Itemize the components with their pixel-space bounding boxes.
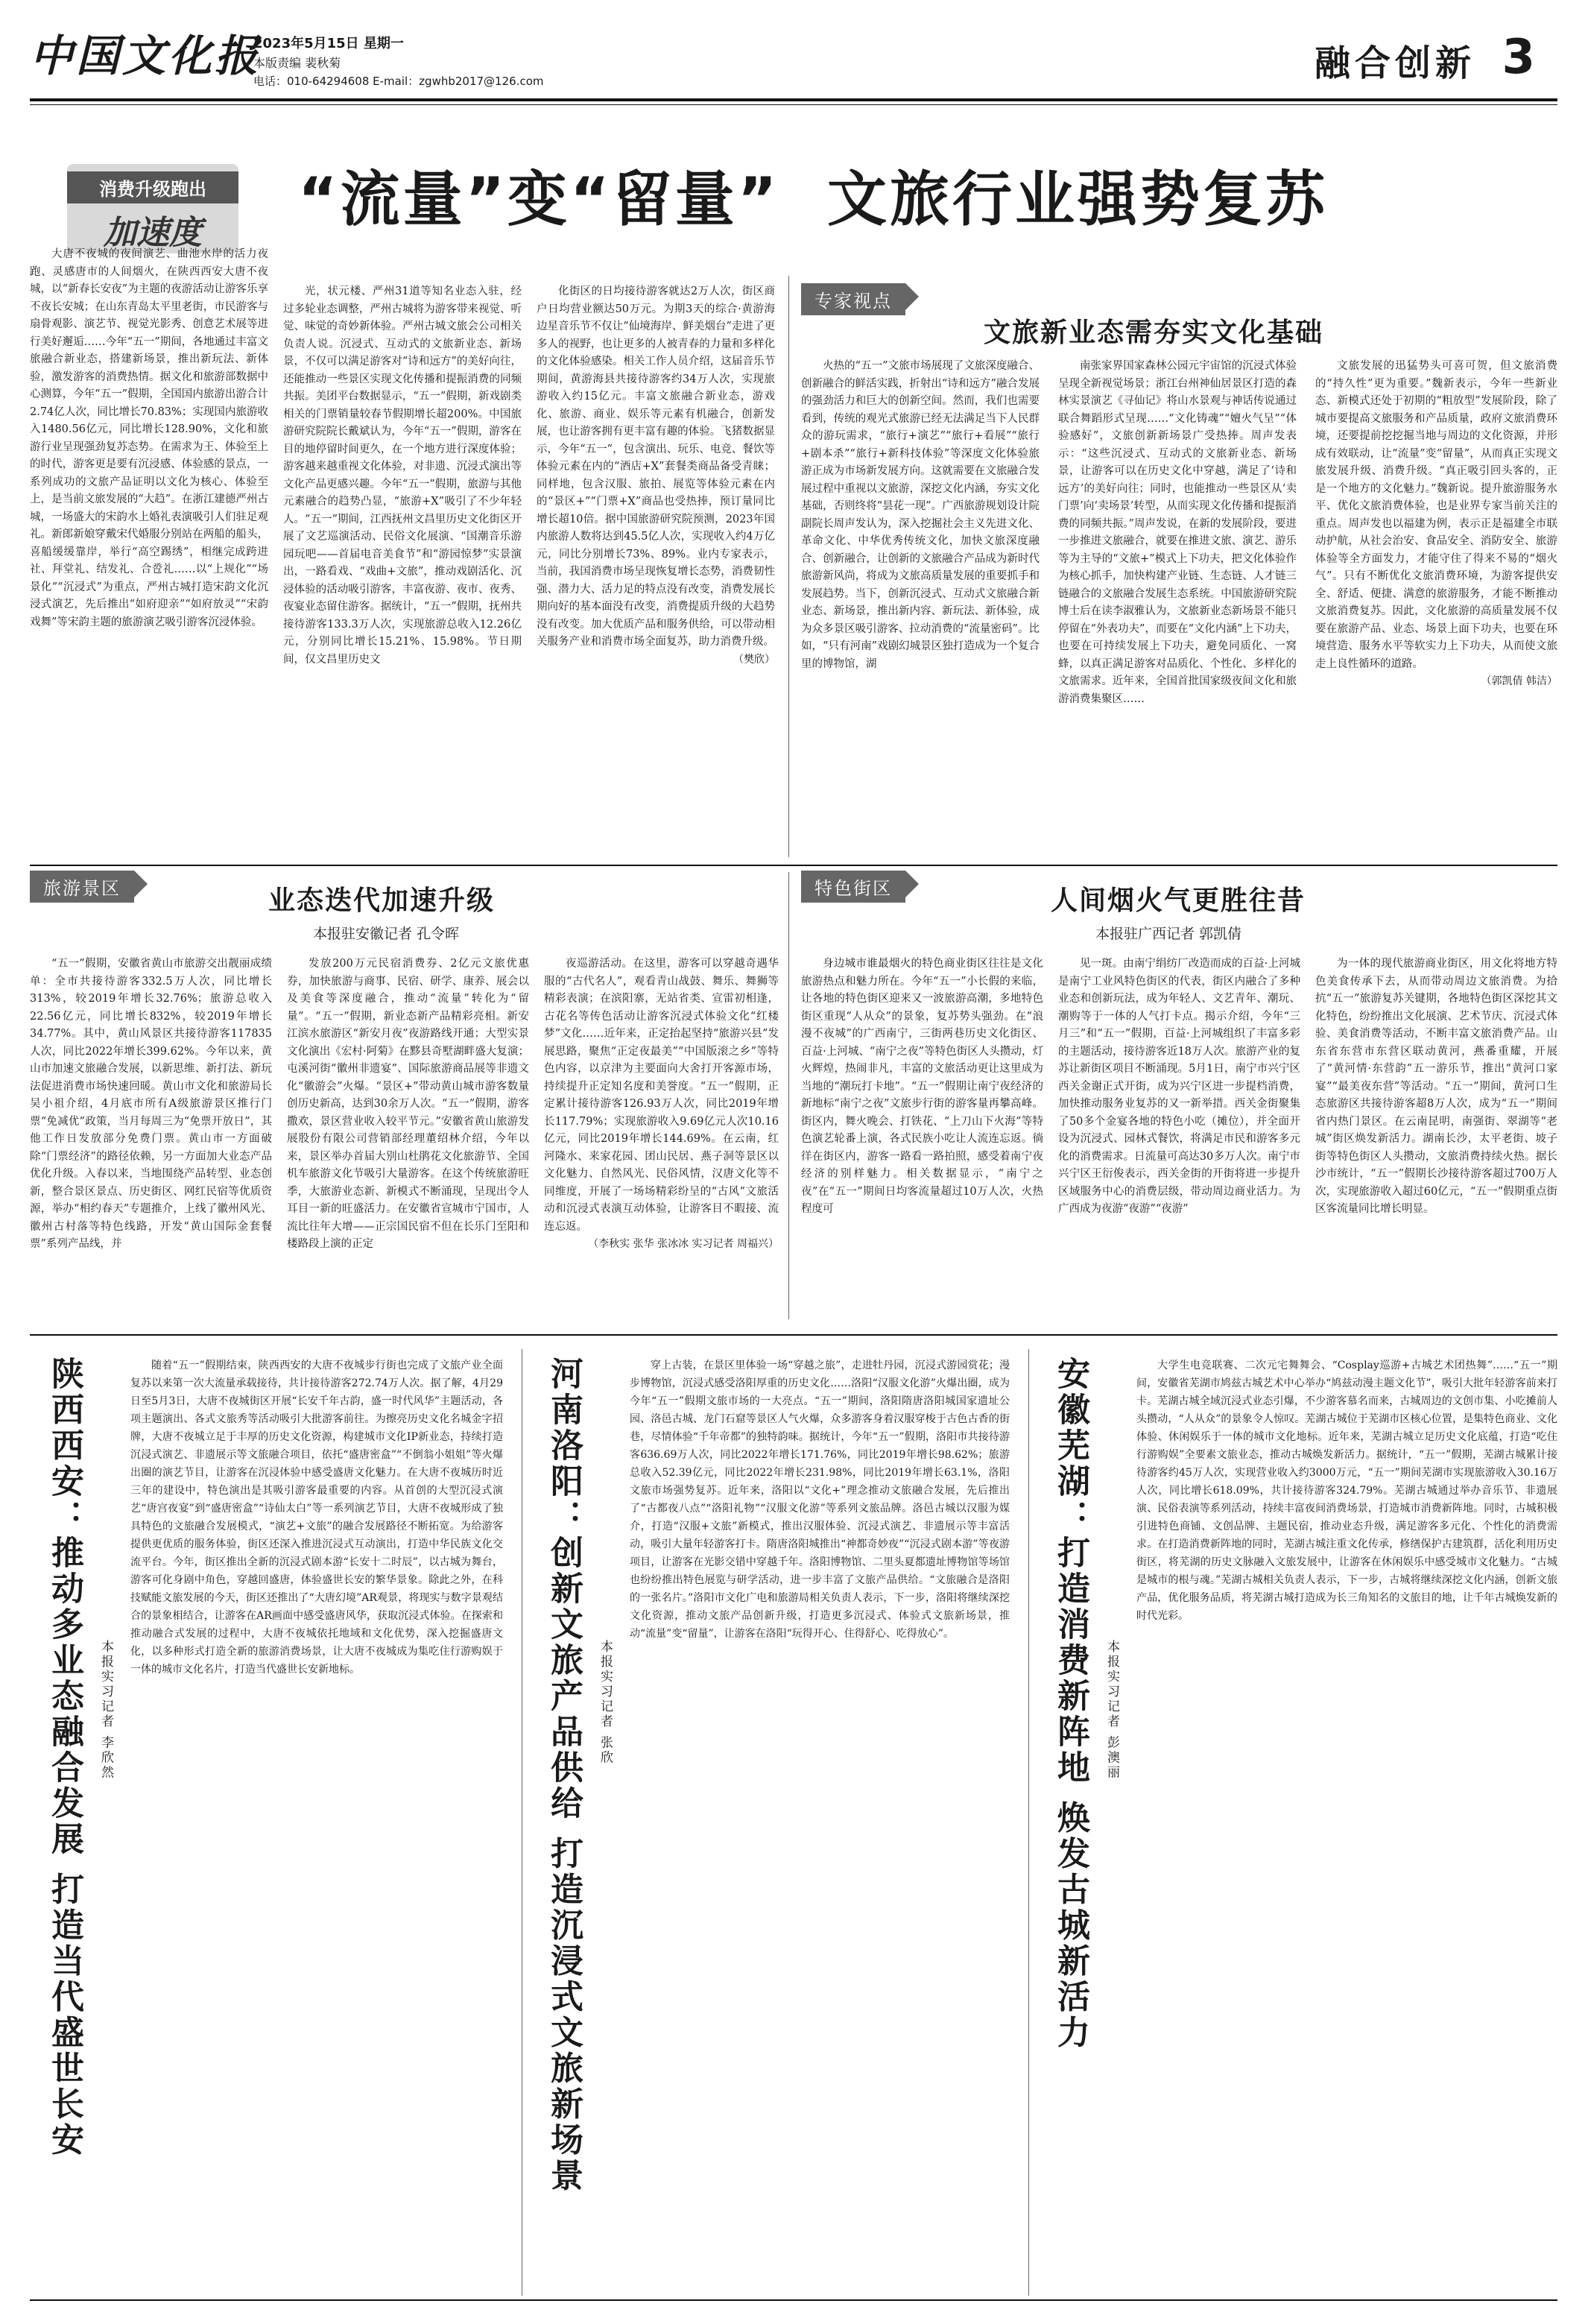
scenic-column-2 [287, 956, 529, 1321]
expert-text-1: 火热的“五一”文旅市场展现了文旅深度融合、创新融合的鲜活实践，折射出“诗和远方”融合发展的强劲活力和巨大的创新空间。然而，我们也需要看到，传统的观光式旅游已经无法满足当下人民群众的游玩需求，“旅行+演艺”“旅行+看展”“旅行+剧本杀”“旅行+新科技体验”等深度文化体验旅游正成为市场新发展方向。这就需要在文旅融合发展过程中重视以文旅游，深挖文化内涵，夯实文化基础，否则终将“昙花一现”。广西旅游规划设计院副院长周声发认为，深入挖掘社会主义先进文化、革命文化、中华优秀传统文化，加快文旅深度融合、创新融合，让创新的文旅融合产品成为新时代旅游新风尚，将成为文旅高质量发展的重要抓手和发展趋势。当下，创新沉浸式、互动式文旅融合新业态、新场景，推出新内容、新玩法、新体验，成为众多景区吸引游客、拉动消费的“流量密码”。比如，“只有河南”戏剧幻城景区独打造成为一个复合里的博物馆，湖 [801, 360, 1040, 670]
street-title: 人间烟火气更胜往昔 [1051, 885, 1306, 916]
bottom-rule [30, 2299, 1557, 2301]
newspaper-logo: 中国文化报 [30, 31, 262, 81]
scenic-text-1: “五一”假期，安徽省黄山市旅游交出靓丽成绩单：全市共接待游客332.5万人次，同比增长313%，较2019年增长32.76%；旅游总收入22.56亿元，同比增长832%，较2019年增长34.77%。其中，黄山风景区共接待游客117835人次，同比2022年增长399.62%。今年以来，黄山市加速文旅融合发展，以新思维、新打法、新玩法促进消费市场快速回暖。黄山市文化和旅游局长吴小祖介绍，4月底市所有A级旅游景区推行门票“免减优”政策，当月每周三为“免票开放日”，其他工作日发放部分免费门票。黄山市一方面破除“门票经济”的路径依赖，另一方面加大业态产品优化升级。入春以来，当地围绕产品转型、业态创新，整合景区景点、历史街区、网红民宿等优质资源，举办“相约春天”专题推介，上线了徽州风光、徽州古村落等特色线路，开发“黄山国际金套餐票”系列产品线，并 [30, 958, 272, 1250]
center-divider-top [788, 276, 789, 857]
scenic-signature: （李秋实 张华 张冰冰 实习记者 周福兴） [588, 1238, 779, 1250]
street-text-2: 见一斑。由南宁绢纺厂改造而成的百益·上河城是南宁工业风特色街区的代表，街区内融合了多种业态和创新玩法，成为年轻人、文艺青年、潮玩、潮购等于一体的人气打卡点。揭示介绍，今年“三月三”和“五一”假期，百益·上河城组织了丰富多彩的主题活动，接待游客近18万人次。旅游产业的复苏让新街区项目不断涌现。5月1日，南宁市兴宁区西关金谢正式开街，成为兴宁区进一步提档消费，加快推动服务业复苏的又一新举措。西关金街聚集了50多个金宴各地的特色小吃（摊位），并全面开设为沉浸式、园林式餐饮，将满足市民和游客多元化的消费需求。日流量可高达30多万人次。南宁市兴宁区王衍俊表示，西关金街的开街将进一步提升区域服务中心的消费层级，带动周边商业活力。为广西成为夜游“夜游”“夜游” [1058, 958, 1300, 1215]
scenic-tag: 旅游景区 [30, 871, 134, 903]
street-column-3 [1315, 956, 1557, 1321]
kicker-badge [67, 164, 238, 253]
kicker-top: 消费升级跑出 [67, 171, 238, 203]
expert-text-3: 文旅发展的迅猛势头可喜可贺，但文旅消费的“持久性”更为重要。”魏新表示，今年一些新业态、新模式还处于初期的“粗放型”发展阶段，除了城市要提高文旅服务和产品质量，政府文旅消费环境，还要提前挖挖掘当地与周边的文化资源，并形成有效联动，让“流量”变“留量”，从而真正实现文旅发展升级、消费升级。“真正吸引回头客的，正是一个地方的文化魅力。”魏新说。提升旅游服务水平、优化文旅消费体验，也是业界专家当前关注的重点。周声发也以福建为例，表示正是福建全市联动护航，从社会治安、食品安全、消防安全、旅游体验等全方面发力，才能守住了得来不易的“烟火气”。只有不断优化文旅消费环境，为游客提供安全、舒适、便捷、满意的旅游服务，才能不断推动文旅消费复苏。因此，文化旅游的高质量发展不仅要在旅游产品、业态、场景上面下功夫，也要在环境营造、服务水平等软实力上下功夫，从而使文旅走上良性循环的道路。 [1315, 360, 1557, 670]
feature-luoyang-text: 穿上古装，在景区里体验一场“穿越之旅”，走进牡丹园，沉浸式游园赏花；漫步博物馆，沉浸式感受洛阳厚重的历史文化……洛阳“汉服文化游”火爆出圈，成为今年“五一”假期文旅市场的一大亮点。“五一”期间，洛阳隋唐洛阳城国家遗址公园、洛邑古城、龙门石窟等景区人气火爆，众多游客身着汉服穿梭于古色古香的街巷，尽情体验“千年帝都”的独特韵味。据统计，今年“五一”假期，洛阳市共接待游客636.69万人次，同比2022年增长171.76%，同比2019年增长98.62%；旅游总收入52.39亿元，同比2022年增长231.98%，同比2019年增长63.1%，洛阳文旅市场强势复苏。近年来，洛阳以“文化+”理念推动文旅融合发展，先后推出了“古都夜八点”“洛阳礼物”“汉服文化游”等系列文旅品牌。洛邑古城以汉服为媒介，打造“汉服+文旅”新模式，推出汉服体验、沉浸式演艺、非遗展示等丰富活动，吸引大量年轻游客打卡。隋唐洛阳城推出“神都奇妙夜”“沉浸式剧本游”等夜游项目，让游客在光影交错中穿越千年。洛阳博物馆、二里头夏都遗址博物馆等场馆也纷纷推出特色展览与研学活动，进一步丰富了文旅产品供给。“文旅融合是洛阳的一张名片。”洛阳市文化广电和旅游局相关负责人表示，下一步，洛阳将继续深挖文化资源，推动文旅产品创新升级，打造更多沉浸式、体验式文旅新场景，推动“流量”变“留量”，让游客在洛阳“玩得开心、住得舒心、吃得放心”。 [630, 1360, 1010, 1640]
center-divider-mid [788, 872, 789, 1319]
expert-title: 文旅新业态需夯实文化基础 [984, 318, 1324, 348]
lead-text-3: 化街区的日均接待游客就达2万人次，街区商户日均营业额达50万元。为期3天的综合·黄游海边星音乐节不仅让“仙境海岸、鲜美烟台”走进了更多人的视野，也让更多的人被青春的力量和多样化的文化体验感染。相关工作人员介绍，这届音乐节期间，黄游海县共接待游客约34万人次，实现旅游收入约15亿元。丰富文旅融合新业态，游戏化、旅游、商业、娱乐等元素有机融合，创新发展，也让游客拥有更丰富有趣的体验。飞猪数据显示，今年“五一”，包含演出、玩乐、电竞、餐饮等体验元素在内的“酒店+X”套餐类商品备受青睐；同样地，包含汉服、旅拍、展览等体验元素在内的“景区+”“门票+X”商品也受热捧，预订量同比增长超10倍。据中国旅游研究院预测，2023年国内旅游人数将达到45.5亿人次，实现收入约4万亿元，同比分别增长73%、89%。业内专家表示，当前，我国消费市场呈现恢复增长态势，消费韧性强、潜力大、活力足的特点没有改变，消费发展长期向好的基本面没有改变，消费提质升级的大趋势没有改变。加大优质产品和服务供给，可以带动相关服务产业和消费市场全面复苏，助力消费升级。 [537, 285, 775, 648]
page-editor: 本版责编 裴秋菊 [253, 56, 341, 70]
bottom-divider-2 [1028, 1349, 1029, 2296]
feature-wuhu-byline: 本报实习记者 彭澳丽 [1104, 1640, 1119, 1781]
contact-info: 电话：010-64294608 E-mail：zgwhb2017@126.com [253, 75, 544, 88]
scenic-title: 业态迭代加速升级 [268, 885, 496, 916]
main-headline: “流量”变“留量” 文旅行业强势复苏 [298, 165, 1329, 234]
lead-column-1 [30, 246, 268, 857]
page-number: 3 [1502, 30, 1535, 85]
masthead-rule-thin [30, 104, 1557, 105]
scenic-column-3 [544, 956, 779, 1321]
street-text-1: 身边城市谁最烟火的特色商业街区往往是文化旅游热点和魅力所在。今年“五一”小长假的来临，让各地的特色街区迎来又一波旅游高潮，多地特色街区重现“人从众”的景象，复苏势头强劲。在“浪漫不夜城”的广西南宁，三街两巷历史文化街区、百益·上河城、“南宁之夜”等特色街区人头攒动，灯火辉煌，热闹非凡，丰富的文旅活动更让这里成为当地的“潮玩打卡地”。“五一”假期让南宁夜经济的新地标“南宁之夜”文旅步行街的游客量再攀高峰。街区内，舞火晚会、打铁花、“上刀山下火海”等特色演艺轮番上演，各式民族小吃让人流连忘返。徜徉在街区内，游客一路看一路拍照，感受着南宁夜经济的别样魅力。相关数据显示，“南宁之夜”在“五一”期间日均客流量超过10万人次，火热程度可 [801, 958, 1043, 1215]
expert-column-3 [1315, 358, 1557, 865]
feature-xian-body [130, 1357, 503, 2288]
street-column-2 [1058, 956, 1300, 1321]
lead-text-2: 光，状元楼、严州31道等知名业态入驻，经过多轮业态调整，严州古城将为游客带来视觉、听觉、味觉的奇妙新体验。严州古城文旅会公司相关负责人说。沉浸式、互动式的文旅新业态、新场景，不仅可以满足游客对“诗和远方”的美好向往，还能推动一些景区实现文化传播和提振消费的同频共振。美团平台数据显示，“五一”假期，新戏剧类相关的门票销量较春节假期增长超200%。中国旅游研究院院长戴斌认为，今年“五一”假期，游客在目的地停留时间更久，在一个地方进行深度体验；游客越来越重视文化体验，对非遗、沉浸式演出等文化产品更感兴趣。今年“五一”假期，旅游与其他元素融合的趋势凸显，“旅游+X”吸引了不少年轻人。“五一”期间，江西抚州文昌里历史文化街区开展了文艺巡演活动、民俗文化展演、“国潮音乐游园玩吧——首届电音美食节”和“游园惊梦”实景演出，一路看戏、“戏曲+文旅”，推动戏剧活化、沉浸体验的活动吸引游客，丰富夜游、夜市、夜秀、夜宴业态留住游客。据统计，“五一”假期，抚州共接待游客133.3万人次，实现旅游总收入12.26亿元，分别同比增长15.21%、15.98%。节日期间，仅文昌里历史文 [283, 285, 522, 666]
issue-date: 2023年5月15日 星期一 [253, 36, 404, 51]
expert-text-2: 南张家界国家森林公园元宇宙馆的沉浸式体验呈现全新视觉场景；浙江台州神仙居景区打造的森林实景演艺《寻仙记》将山水景观与神话传说通过联合舞蹈形式呈现……“文化铸魂”“嬗火气呈”“体验感好”，文旅创新新场景广受热捧。周声发表示：“这些沉浸式、互动式的文旅新业态、新场景，让游客可以在历史文化中穿越，满足了‘诗和远方’的美好向往；同时，也能推动一些景区从‘卖门票’向‘卖场景’转型，从而实现文化传播和提振消费的同频共振。”周声发说，在新的发展阶段，要进一步推进文旅融合，就要在推进文旅、演艺、游乐等为主导的“文旅+”模式上下功夫，把文化体验作为核心抓手，加快构建产业链、生态链、人才链三链融合的文旅融合发展生态系统。中国旅游研究院博士后在读李淑雅认为，文旅新业态新场景不能只停留在“外表功夫”，而要在“文化内涵”上下功夫，也要在可持续发展上下功夫，避免同质化、一窝蜂，以真正满足游客对品质化、个性化、多样化的文旅需求。近年来，全国首批国家级夜间文化和旅游消费集聚区…… [1058, 360, 1297, 705]
feature-luoyang-title: 河南洛阳：创新文旅产品供给 打造沉浸式文旅新场景 [545, 1357, 583, 2194]
feature-luoyang-byline: 本报实习记者 张欣 [598, 1640, 613, 1766]
scenic-text-3: 夜巡游活动。在这里，游客可以穿越奇遇华服的“古代名人”，观看青山战鼓、舞乐、舞狮等精彩表演；在滨阳寨，无站省类、宣雷初相逢，古花名等传色活动让游客沉浸式体验文化“红楼梦”文化……近年来，正定抬起坚持“旅游兴县”发展思路，聚焦“正定夜最美”“中国版滚之乡”等特色内容，以京津为主要面向大舍打开客源市场，持续提升正定知名度和美誉度。“五一”假期，正定累计接待游客126.93万人次，同比2019年增长117.79%；实现旅游收入9.69亿元人次10.16亿元，同比2019年增长144.69%。在云南，红河隆水、来家花园、团山民居、燕子洞等景区以文化魅力、自然风光、民俗风情，汉唐文化等不同维度，开展了一场场精彩纷呈的“古风”文旅活动和沉浸式表演互动体验，让游客目不暇接、流连忘返。 [544, 958, 779, 1233]
street-byline: 本报驻广西记者 郭凯倩 [1095, 926, 1242, 942]
feature-wuhu-text: 大学生电竞联赛、二次元宅舞舞会、“Cosplay巡游+古城艺术团热舞”……“五一”期间，安徽省芜湖市鸠兹古城艺术中心举办“鸠兹动漫主题文化节”，吸引大批年轻游客前来打卡。芜湖古城全域沉浸式业态引爆，不少游客慕名而来，古城周边的文创市集、小吃摊前人头攒动，“人从众”的景象令人惊叹。芜湖古城位于芜湖市区核心位置，是集特色商业、文化体验、休闲娱乐于一体的城市文化地标。近年来，芜湖古城立足历史文化底蕴，打造“吃住行游购娱”全要素文旅业态，推动古城焕发新活力。据统计，“五一”假期，芜湖古城累计接待游客约45万人次，实现营业收入约3000万元，“五一”期间芜湖市实现旅游收入30.16万人次，同比增长618.09%，共计接待游客324.79%。芜湖古城通过举办音乐节、非遗展演、民俗表演等系列活动，持续丰富夜间消费场景，打造城市消费新阵地。同时，古城积极引进特色商铺、文创品牌、主题民宿，推动业态升级，满足游客多元化、个性化的消费需求。在打造消费新阵地的同时，芜湖古城注重文化传承，修缮保护古建筑群，活化利用历史街区，将芜湖的历史文脉融入文旅发展中，让游客在休闲娱乐中感受城市文化魅力。“古城是城市的根与魂。”芜湖古城相关负责人表示，下一步，古城将继续深挖文化内涵，创新文旅产品，优化服务品质，将芜湖古城打造成为长三角知名的文旅目的地，让千年古城焕发新的时代光彩。 [1136, 1360, 1557, 1622]
expert-signature: （郭凯倩 韩洁） [1481, 675, 1557, 687]
feature-luoyang-body [630, 1357, 1010, 2288]
section-name: 融合创新 [1314, 42, 1475, 84]
feature-wuhu-title: 安徽芜湖：打造消费新阵地 焕发古城新活力 [1051, 1357, 1089, 2051]
expert-column-2 [1058, 358, 1297, 865]
scenic-text-2: 发放200万元民宿消费券、2亿元文旅优惠券，加快旅游与商事、民宿、研学、康养、展会以及美食等深度融合，推动“流量”转化为“留量”。“五一”假期，新业态新产品精彩亮相。新安江滨水旅游区“新安月夜”夜游路线开通；大型实景文化演出《宏村·阿菊》在黟县奇墅湖畔盛大复演；屯溪河街“徽州非遗宴”、国际旅游商品展等非遗文化“徽游会”火爆。“景区+”带动黄山城市游客数量创历史新高，达到30余万人次。“五一”假期，游客撒欢，景区营业收入较平节元。”安徽省黄山旅游发展股份有限公司营销部经理董绍林介绍，今年以来，景区举办首届大别山杜鹃花文化旅游节、全国机车旅游文化节吸引大量游客。在这个传统旅游旺季，大旅游业态新、新模式不断涌现，呈现出令人耳目一新的旺盛活力。在安徽省宣城市宁国市，人流比往年大增——正宗国民宿不但在长乐门至阳和楼路段上演的正定 [287, 958, 529, 1250]
lead-column-3 [537, 283, 775, 857]
mid-rule-1 [30, 865, 1557, 866]
lead-text-1: 大唐不夜城的夜间演艺、曲池水岸的活力夜跑、灵感唐市的人间烟火，在陕西西安大唐不夜城，以“新春长安夜”为主题的夜游活动让游客乐享不夜长安城；在山东青岛太平里老街，市民游客与扇骨观影、演艺节、视觉光影秀、创意艺术展等进行美好邂逅……今年“五一”期间，各地通过丰富文旅融合新业态，搭建新场景，推出新玩法、新体验，激发游客的消费热情。据文化和旅游部数据中心测算，今年“五一”假期，全国国内旅游出游合计2.74亿人次，同比增长70.83%；实现国内旅游收入1480.56亿元，同比增长128.90%，文化和旅游行业呈现强劲复苏态势。在需求为王、体验至上的时代，游客更是要有沉浸感、体验感的景点，一系列成功的文旅产品证明以文化为核心、体验至上，是当前文旅发展的“大趋”。在浙江建德严州古城，一场盛大的宋韵水上婚礼表演吸引人们驻足观礼。新郎新娘穿戴宋代婚服分别站在两船的船头，喜船缓缓靠岸，举行“高空踢绣”，相继完成跨进社、拜堂礼、结发礼、合卺礼……以“上规化”“场景化”“沉浸式”为重点，严州古城打造宋韵文化沉浸式演艺，先后推出“如府迎亲”“如府放灵”“宋韵戏舞”等宋韵主题的旅游演艺吸引游客沉浸体验。 [30, 248, 268, 628]
expert-column-1 [801, 358, 1040, 865]
street-tag: 特色街区 [801, 871, 905, 903]
lead-signature: （樊欣） [733, 653, 775, 666]
feature-xian-byline: 本报实习记者 李欣然 [98, 1640, 113, 1781]
street-column-1 [801, 956, 1043, 1321]
mid-rule-2 [30, 1334, 1557, 1336]
kicker-bottom: 加速度 [104, 214, 202, 252]
lead-column-2 [283, 283, 522, 857]
masthead [30, 30, 1557, 119]
feature-xian-title: 陕西西安：推动多业态融合发展 打造当代盛世长安 [45, 1357, 83, 2159]
feature-xian-text: 随着“五一”假期结束，陕西西安的大唐不夜城步行街也完成了文旅产业全面复苏以来第一次大流量承载接待，共计接待游客272.74万人次。据了解，4月29日至5月3日，大唐不夜城街区开展“长安千年古韵，盛一时代风华”主题活动，各项主题演出、各式文旅秀等活动吸引大批游客前往。为擦亮历史文化名城金字招牌，大唐不夜城立足于丰厚的历史文化资源，构建城市文化IP新业态，持续打造沉浸式演艺、非遗展示等文旅融合项目，依托“盛唐密盒”“不倒翁小姐姐”等火爆出圈的演艺节目，让游客在沉浸体验中感受盛唐文化魅力。在大唐不夜城历时近三年的建设中，特色演出是其吸引游客最重要的内容。从首创的大型沉浸式演艺“唐宫夜宴”到“盛唐密盒”“诗仙太白”等一系列演艺节目，大唐不夜城形成了独具特色的文旅融合发展模式，“演艺+文旅”的融合发展路径不断拓宽。为给游客提供更优质的服务体验，街区还深入推进沉浸式互动演出，打造中华民族文化交流平台。今年，街区推出全新的沉浸式剧本游“长安十二时辰”，以古城为舞台，游客可化身剧中角色，穿越回盛唐，体验盛世长安的繁华景象。除此之外，在科技赋能文旅发展的今天，街区还推出了“大唐幻境”AR观景，将现实与数字景观结合的景象相结合，让游客在AR画面中感受盛唐风华，获取沉浸式体验。在探索和推动融合式发展的过程中，大唐不夜城依托地域和文化优势，深入挖掘盛唐文化，以多种形式打造全新的旅游消费场景，让大唐不夜城成为集吃住行游购娱于一体的城市文化名片，打造当代盛世长安新地标。 [130, 1360, 503, 1676]
masthead-rule [30, 98, 1557, 101]
feature-wuhu-body [1136, 1357, 1557, 2288]
expert-tag: 专家视点 [801, 283, 905, 315]
street-text-3: 为一体的现代旅游商业街区，用文化将地方特色美食传承下去，从而带动周边文旅消费。为拾抗“五一”旅游复苏关键期，各地特色街区深挖其文化特色，纷纷推出文化展演、艺术节庆、沉浸式体验、美食消费等活动，不断丰富文旅消费产品。山东省东营市东营区联动黄河，燕番重耀，开展了“黄河情·东营韵”五一游乐节，推出“黄河口家宴”“最美夜东营”等活动。“五一”期间，黄河口生态旅游区共接待游客超8万人次，成为“五一”期间省内热门景区。在云南昆明，南强街、翠湖等“老城”街区焕发新活力。湖南长沙，太平老街、坡子街等特色街区人头攒动，文旅消费持续火热。据长沙市统计，“五一”假期长沙接待游客超过700万人次，实现旅游收入超过60亿元，“五一”假期重点街区客流量同比增长明显。 [1315, 958, 1557, 1215]
scenic-byline: 本报驻安徽记者 孔令晖 [313, 926, 460, 942]
scenic-column-1 [30, 956, 272, 1321]
